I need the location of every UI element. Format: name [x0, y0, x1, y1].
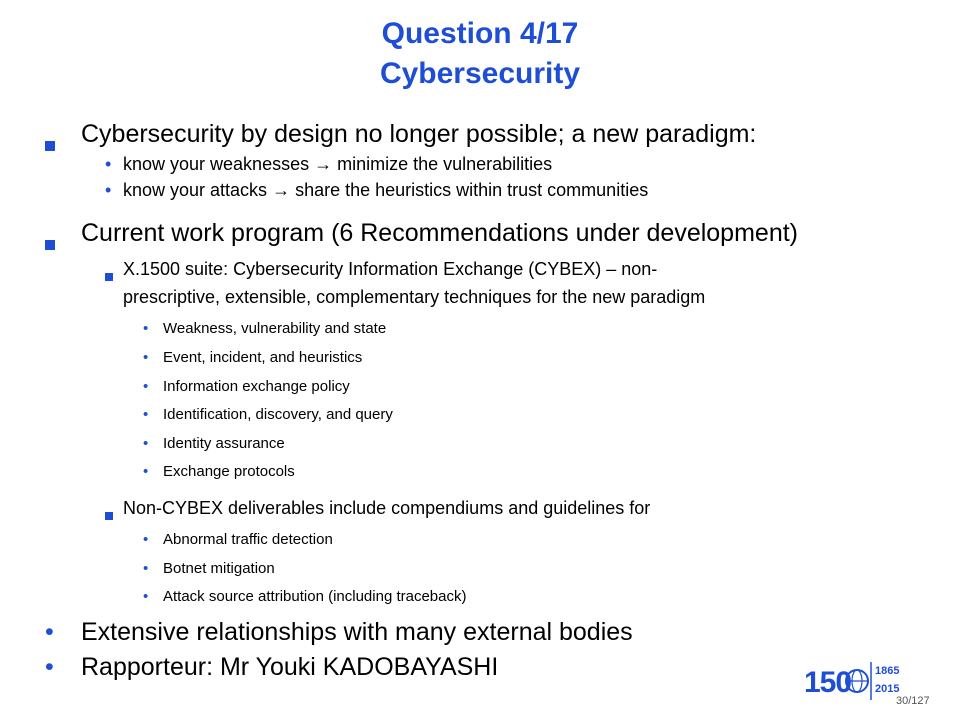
- round-bullet-icon: •: [143, 349, 149, 366]
- logo-year-bottom: 2015: [875, 683, 900, 695]
- bullet-text: Abnormal traffic detection: [163, 531, 333, 548]
- bullet-text: know your weaknesses → minimize the vulnerabilities: [123, 154, 553, 174]
- bullet-text: Identification, discovery, and query: [163, 406, 393, 423]
- round-bullet-icon: •: [143, 435, 149, 452]
- bullet-text: Extensive relationships with many external bodies: [81, 618, 633, 646]
- round-bullet-icon: •: [143, 463, 149, 480]
- round-bullet-icon: •: [105, 180, 112, 200]
- bullet-text-continuation: prescriptive, extensible, complementary techniques for the new paradigm: [123, 287, 706, 307]
- logo-year-top: 1865: [875, 665, 900, 677]
- slide-title-line2: Cybersecurity: [379, 57, 581, 90]
- round-bullet-icon: •: [143, 560, 149, 577]
- bullet-text: Event, incident, and heuristics: [163, 349, 363, 366]
- round-bullet-icon: •: [143, 378, 149, 395]
- bullet-text: Cybersecurity by design no longer possible; a new paradigm:: [81, 120, 757, 148]
- round-bullet-icon: •: [45, 653, 54, 681]
- round-bullet-icon: •: [143, 588, 149, 605]
- bullet-text: Current work program (6 Recommendations under development): [81, 219, 798, 247]
- bullet-text: Information exchange policy: [163, 378, 350, 395]
- bullet-text: Exchange protocols: [163, 463, 295, 480]
- logo-150-text: 150: [804, 666, 852, 699]
- page-number: 30/127: [896, 695, 930, 707]
- square-bullet-icon: [105, 273, 113, 281]
- bullet-text: Non-CYBEX deliverables include compendiums and guidelines for: [123, 498, 651, 518]
- round-bullet-icon: •: [143, 406, 149, 423]
- slide-title-line1: Question 4/17: [381, 17, 579, 50]
- square-bullet-icon: [45, 141, 55, 151]
- square-bullet-icon: [45, 240, 55, 250]
- bullet-text: know your attacks → share the heuristics within trust communities: [123, 180, 649, 200]
- bullet-text: Attack source attribution (including traceback): [163, 588, 467, 605]
- bullet-text: Rapporteur: Mr Youki KADOBAYASHI: [81, 653, 499, 681]
- square-bullet-icon: [105, 512, 113, 520]
- bullet-text: Identity assurance: [163, 435, 285, 452]
- round-bullet-icon: •: [45, 618, 54, 646]
- round-bullet-icon: •: [105, 154, 112, 174]
- bullet-text: X.1500 suite: Cybersecurity Information Exchange (CYBEX) – non-: [123, 259, 658, 279]
- round-bullet-icon: •: [143, 320, 149, 337]
- itu-150-logo: [804, 656, 954, 706]
- bullet-text: Weakness, vulnerability and state: [163, 320, 387, 337]
- round-bullet-icon: •: [143, 531, 149, 548]
- bullet-text: Botnet mitigation: [163, 560, 275, 577]
